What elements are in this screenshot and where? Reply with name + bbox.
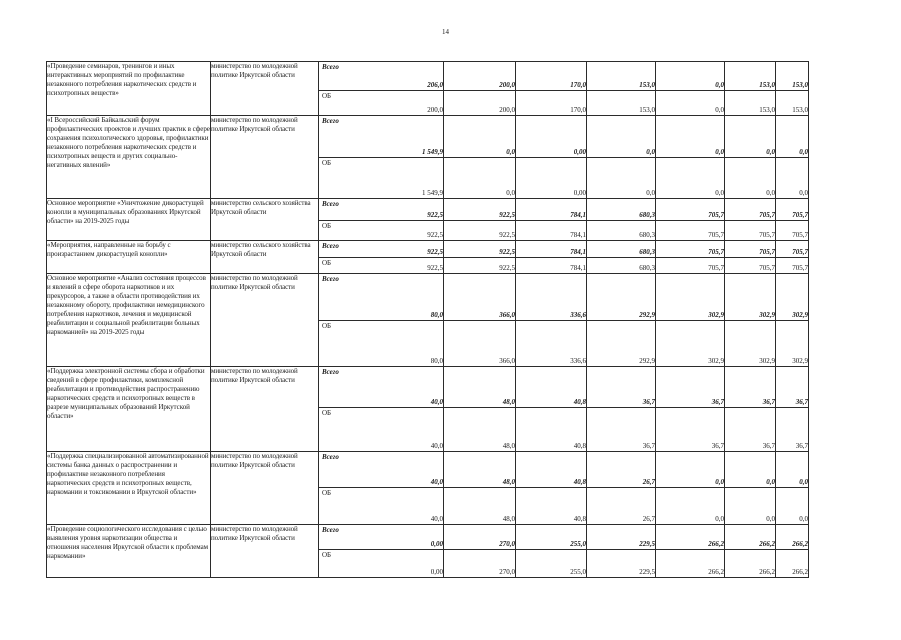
- total-value-cell: [656, 116, 725, 158]
- total-value-cell: [516, 367, 587, 408]
- ob-value: 0,0: [766, 515, 775, 523]
- total-value-cell: [587, 62, 656, 91]
- total-value-cell: [319, 241, 444, 258]
- total-value-cell: [319, 274, 444, 321]
- ob-value-cell: [444, 221, 516, 241]
- ob-value-cell: [587, 258, 656, 274]
- ob-value-cell: [725, 91, 776, 116]
- ob-value-cell: [319, 158, 444, 199]
- program-name-cell: «Поддержка специализированной автоматизированной системы банка данных о распространении и профилактике незаконного потребления наркотических средств и психотропных веществ, наркомании и токсикомании в Иркутской области»: [47, 452, 211, 525]
- total-label: Всего: [322, 242, 339, 250]
- total-value: 36,7: [642, 398, 655, 406]
- total-value: 292,9: [639, 311, 655, 319]
- ob-value: 705,7: [792, 231, 808, 239]
- total-value: 0,00: [430, 540, 443, 548]
- ob-label: ОБ: [322, 322, 332, 330]
- ob-value: 0,00: [430, 568, 443, 576]
- ob-value-cell: [587, 158, 656, 199]
- ob-label: ОБ: [322, 409, 332, 417]
- total-value-cell: [444, 452, 516, 488]
- total-value: 48,0: [502, 398, 515, 406]
- total-value-cell: [319, 367, 444, 408]
- ob-value: 0,0: [715, 106, 724, 114]
- total-value-cell: [319, 199, 444, 221]
- total-value: 336,6: [570, 311, 586, 319]
- ob-value: 153,0: [759, 106, 775, 114]
- ob-value-cell: [656, 408, 725, 452]
- total-value: 0,0: [715, 478, 724, 486]
- ob-value-cell: [319, 91, 444, 116]
- total-value-cell: [776, 199, 809, 221]
- ob-label: ОБ: [322, 222, 332, 230]
- total-value-cell: [516, 274, 587, 321]
- ministry-cell: министерство сельского хозяйства Иркутской области: [211, 199, 319, 241]
- ob-value: 0,0: [646, 189, 655, 197]
- ob-value-cell: [725, 258, 776, 274]
- ob-value: 292,9: [639, 357, 655, 365]
- ob-value: 302,9: [792, 357, 808, 365]
- total-value-cell: [444, 525, 516, 550]
- ob-value: 36,7: [642, 442, 655, 450]
- total-value-cell: [444, 367, 516, 408]
- ministry-cell: министерство по молодежной политике Иркутской области: [211, 62, 319, 116]
- total-value: 0,0: [766, 148, 775, 156]
- total-value: 40,8: [573, 398, 586, 406]
- ob-value: 153,0: [639, 106, 655, 114]
- ob-value: 680,3: [639, 231, 655, 239]
- total-value: 705,7: [759, 211, 775, 219]
- ministry-cell: министерство по молодежной политике Иркутской области: [211, 274, 319, 367]
- total-value-cell: [587, 367, 656, 408]
- total-value: 40,0: [430, 478, 443, 486]
- ob-value-cell: [516, 258, 587, 274]
- total-value-cell: [725, 452, 776, 488]
- total-value-cell: [587, 525, 656, 550]
- total-value: 680,3: [639, 248, 655, 256]
- total-value-cell: [656, 199, 725, 221]
- total-label: Всего: [322, 453, 339, 461]
- ob-value-cell: [587, 488, 656, 525]
- ob-value-cell: [587, 321, 656, 367]
- total-value-cell: [656, 241, 725, 258]
- total-value-cell: [587, 241, 656, 258]
- total-value: 705,7: [759, 248, 775, 256]
- ob-value-cell: [516, 321, 587, 367]
- ob-value: 0,0: [799, 189, 808, 197]
- total-value: 784,1: [570, 248, 586, 256]
- total-value-cell: [516, 525, 587, 550]
- total-value-cell: [319, 62, 444, 91]
- ob-value: 680,3: [639, 264, 655, 272]
- ob-value-cell: [725, 158, 776, 199]
- total-value-cell: [656, 525, 725, 550]
- total-value: 36,7: [762, 398, 775, 406]
- ob-value: 26,7: [642, 515, 655, 523]
- total-value: 0,00: [573, 148, 586, 156]
- total-value-cell: [776, 116, 809, 158]
- ob-value-cell: [516, 550, 587, 578]
- total-value: 270,0: [499, 540, 515, 548]
- ob-value-cell: [725, 221, 776, 241]
- total-value-cell: [587, 199, 656, 221]
- ob-value-cell: [776, 550, 809, 578]
- ob-value: 784,1: [570, 264, 586, 272]
- ob-value-cell: [656, 488, 725, 525]
- ob-value-cell: [587, 91, 656, 116]
- total-value: 0,0: [799, 148, 808, 156]
- ob-value-cell: [516, 158, 587, 199]
- total-value-cell: [656, 452, 725, 488]
- total-value: 170,0: [570, 81, 586, 89]
- ob-value: 302,9: [708, 357, 724, 365]
- ob-label: ОБ: [322, 92, 332, 100]
- ob-value-cell: [776, 488, 809, 525]
- ob-value: 302,9: [759, 357, 775, 365]
- ob-value-cell: [319, 221, 444, 241]
- total-value: 705,7: [708, 248, 724, 256]
- total-value-cell: [656, 367, 725, 408]
- program-name-cell: «Проведение социологического исследования с целью выявления уровня наркотизации общества и отношения населения Иркутской области к проблемам наркомании»: [47, 525, 211, 578]
- total-value-cell: [776, 525, 809, 550]
- ob-value: 0,0: [766, 189, 775, 197]
- ob-value: 170,0: [570, 106, 586, 114]
- total-value-cell: [776, 367, 809, 408]
- ob-value-cell: [725, 408, 776, 452]
- ob-value-cell: [444, 91, 516, 116]
- ob-value: 266,2: [759, 568, 775, 576]
- table-row-total: [47, 452, 809, 488]
- ob-value-cell: [725, 550, 776, 578]
- total-label: Всего: [322, 368, 339, 376]
- total-value: 1 549,9: [422, 148, 443, 156]
- program-name-cell: Основное мероприятие «Уничтожение дикорастущей конопли в муниципальных образованиях Иркутской области» на 2019-2025 годы: [47, 199, 211, 241]
- ob-value: 0,0: [715, 515, 724, 523]
- total-value: 48,0: [502, 478, 515, 486]
- total-value-cell: [516, 452, 587, 488]
- budget-table: [46, 61, 809, 578]
- total-value-cell: [516, 241, 587, 258]
- total-value: 40,0: [430, 398, 443, 406]
- ob-value: 80,0: [430, 357, 443, 365]
- ob-value: 40,8: [573, 442, 586, 450]
- total-value-cell: [725, 274, 776, 321]
- total-value: 705,7: [792, 248, 808, 256]
- ob-value-cell: [444, 321, 516, 367]
- total-value: 229,5: [639, 540, 655, 548]
- ob-value-cell: [319, 321, 444, 367]
- total-value: 80,0: [430, 311, 443, 319]
- total-value-cell: [725, 525, 776, 550]
- total-value: 922,5: [427, 248, 443, 256]
- total-value-cell: [587, 452, 656, 488]
- program-name-cell: «Мероприятия, направленные на борьбу с произрастанием дикорастущей конопли»: [47, 241, 211, 274]
- ob-value: 1 549,9: [422, 189, 443, 197]
- total-value-cell: [725, 116, 776, 158]
- total-value: 302,9: [759, 311, 775, 319]
- total-value: 266,2: [792, 540, 808, 548]
- ob-value: 266,2: [792, 568, 808, 576]
- ob-label: ОБ: [322, 489, 332, 497]
- ob-value: 36,7: [795, 442, 808, 450]
- ob-value-cell: [516, 488, 587, 525]
- ob-value-cell: [444, 158, 516, 199]
- ob-value: 40,8: [573, 515, 586, 523]
- total-value: 922,5: [499, 211, 515, 219]
- ob-value: 200,0: [427, 106, 443, 114]
- total-value-cell: [319, 525, 444, 550]
- ob-value-cell: [656, 91, 725, 116]
- ob-value-cell: [587, 408, 656, 452]
- total-value: 266,2: [708, 540, 724, 548]
- total-label: Всего: [322, 526, 339, 534]
- total-value: 302,9: [708, 311, 724, 319]
- total-value: 36,7: [711, 398, 724, 406]
- ob-value-cell: [516, 91, 587, 116]
- total-value: 922,5: [499, 248, 515, 256]
- program-name-cell: «Поддержка электронной системы сбора и обработки сведений в сфере профилактики, комплексной реабилитации и противодействия распространению наркотических средств и психотропных веществ в разрезе муниципальных образований Иркутской области»: [47, 367, 211, 452]
- ob-value-cell: [656, 550, 725, 578]
- total-value-cell: [725, 241, 776, 258]
- ob-value: 36,7: [762, 442, 775, 450]
- total-value-cell: [776, 452, 809, 488]
- ob-value-cell: [516, 221, 587, 241]
- ob-value-cell: [776, 258, 809, 274]
- ob-value-cell: [656, 321, 725, 367]
- total-value-cell: [444, 274, 516, 321]
- ob-value: 48,0: [502, 442, 515, 450]
- table-row-total: [47, 274, 809, 321]
- total-value-cell: [656, 62, 725, 91]
- program-name-cell: «Проведение семинаров, тренингов и иных интерактивных мероприятий по профилактике незаконного потребления наркотических средств и психотропных веществ»: [47, 62, 211, 116]
- total-value: 40,8: [573, 478, 586, 486]
- total-value-cell: [444, 62, 516, 91]
- table-row-total: [47, 199, 809, 221]
- ob-value-cell: [319, 408, 444, 452]
- ob-value: 270,0: [499, 568, 515, 576]
- total-value: 0,0: [766, 478, 775, 486]
- ob-value: 922,5: [427, 264, 443, 272]
- ob-value-cell: [656, 258, 725, 274]
- ob-value: 922,5: [427, 231, 443, 239]
- ob-value-cell: [444, 488, 516, 525]
- total-value: 26,7: [642, 478, 655, 486]
- total-value-cell: [776, 62, 809, 91]
- ob-value: 48,0: [502, 515, 515, 523]
- total-value: 0,0: [506, 148, 515, 156]
- ob-value: 336,6: [570, 357, 586, 365]
- ministry-cell: министерство по молодежной политике Иркутской области: [211, 452, 319, 525]
- total-value: 153,0: [759, 81, 775, 89]
- ob-value: 705,7: [708, 264, 724, 272]
- ob-value-cell: [725, 488, 776, 525]
- ob-value-cell: [776, 91, 809, 116]
- ob-value-cell: [776, 321, 809, 367]
- table-row-total: [47, 241, 809, 258]
- total-value-cell: [319, 116, 444, 158]
- total-value-cell: [319, 452, 444, 488]
- ob-value: 705,7: [708, 231, 724, 239]
- table-row-total: [47, 525, 809, 550]
- program-name-cell: Основное мероприятие «Анализ состояния процессов и явлений в сфере оборота наркотиков и их прекурсоров, а также в области противодействия их незаконному обороту, профилактики немедицинского потребления наркотиков, лечения и медицинской реабилитации и социальной реабилитации больных наркоманией» на 2019-2025 годы: [47, 274, 211, 367]
- ob-value-cell: [587, 550, 656, 578]
- total-value: 153,0: [792, 81, 808, 89]
- ministry-cell: министерство по молодежной политике Иркутской области: [211, 525, 319, 578]
- total-value-cell: [444, 116, 516, 158]
- ob-value: 255,0: [570, 568, 586, 576]
- total-value-cell: [516, 199, 587, 221]
- total-value-cell: [516, 116, 587, 158]
- ob-value: 922,5: [499, 231, 515, 239]
- ob-value: 705,7: [759, 231, 775, 239]
- total-value-cell: [725, 62, 776, 91]
- total-label: Всего: [322, 63, 339, 71]
- total-label: Всего: [322, 275, 339, 283]
- total-value: 0,0: [646, 148, 655, 156]
- total-value-cell: [725, 367, 776, 408]
- total-value-cell: [656, 274, 725, 321]
- ob-value: 784,1: [570, 231, 586, 239]
- ob-value-cell: [319, 488, 444, 525]
- total-value: 922,5: [427, 211, 443, 219]
- total-label: Всего: [322, 117, 339, 125]
- ob-value-cell: [776, 221, 809, 241]
- total-value: 705,7: [708, 211, 724, 219]
- total-value-cell: [444, 199, 516, 221]
- total-value: 153,0: [639, 81, 655, 89]
- ob-value: 266,2: [708, 568, 724, 576]
- ob-value-cell: [776, 408, 809, 452]
- ob-value: 922,5: [499, 264, 515, 272]
- total-value: 784,1: [570, 211, 586, 219]
- ob-value: 229,5: [639, 568, 655, 576]
- ob-value-cell: [656, 221, 725, 241]
- total-value-cell: [444, 241, 516, 258]
- total-value-cell: [725, 199, 776, 221]
- ob-value: 0,0: [715, 189, 724, 197]
- ob-value: 36,7: [711, 442, 724, 450]
- ob-value: 0,0: [506, 189, 515, 197]
- ob-value-cell: [319, 550, 444, 578]
- total-value: 680,3: [639, 211, 655, 219]
- ob-value: 0,00: [573, 189, 586, 197]
- ministry-cell: министерство сельского хозяйства Иркутской области: [211, 241, 319, 274]
- ob-value-cell: [725, 321, 776, 367]
- ob-value: 705,7: [759, 264, 775, 272]
- total-value: 705,7: [792, 211, 808, 219]
- total-value: 0,0: [799, 478, 808, 486]
- total-value-cell: [587, 116, 656, 158]
- total-value: 0,0: [715, 81, 724, 89]
- ob-value-cell: [444, 258, 516, 274]
- ob-label: ОБ: [322, 551, 332, 559]
- ob-label: ОБ: [322, 159, 332, 167]
- total-value: 302,9: [792, 311, 808, 319]
- total-value: 0,0: [715, 148, 724, 156]
- total-value: 366,0: [499, 311, 515, 319]
- total-value: 36,7: [795, 398, 808, 406]
- total-value: 255,0: [570, 540, 586, 548]
- total-value: 266,2: [759, 540, 775, 548]
- total-value: 206,0: [427, 81, 443, 89]
- ob-value: 200,0: [499, 106, 515, 114]
- ob-label: ОБ: [322, 259, 332, 267]
- ob-value-cell: [776, 158, 809, 199]
- table-body: [47, 62, 809, 578]
- total-value-cell: [776, 241, 809, 258]
- ministry-cell: министерство по молодежной политике Иркутской области: [211, 367, 319, 452]
- ob-value-cell: [516, 408, 587, 452]
- ob-value-cell: [444, 550, 516, 578]
- total-label: Всего: [322, 200, 339, 208]
- total-value-cell: [587, 274, 656, 321]
- total-value: 200,0: [499, 81, 515, 89]
- ob-value: 366,0: [499, 357, 515, 365]
- total-value-cell: [776, 274, 809, 321]
- program-name-cell: «I Всероссийский Байкальский форум профилактических проектов и лучших практик в сфере сохранения психологического здоровья, профилактики незаконного потребления наркотических средств и психотропных веществ и других социально-негативных явлений»: [47, 116, 211, 199]
- ob-value: 40,0: [430, 442, 443, 450]
- ministry-cell: министерство по молодежной политике Иркутской области: [211, 116, 319, 199]
- ob-value-cell: [319, 258, 444, 274]
- page-number: 14: [442, 28, 449, 36]
- total-value-cell: [516, 62, 587, 91]
- ob-value-cell: [444, 408, 516, 452]
- table-row-total: [47, 367, 809, 408]
- ob-value-cell: [587, 221, 656, 241]
- ob-value: 705,7: [792, 264, 808, 272]
- table-row-total: [47, 62, 809, 91]
- ob-value: 0,0: [799, 515, 808, 523]
- table-row-total: [47, 116, 809, 158]
- ob-value: 40,0: [430, 515, 443, 523]
- ob-value-cell: [656, 158, 725, 199]
- ob-value: 153,0: [792, 106, 808, 114]
